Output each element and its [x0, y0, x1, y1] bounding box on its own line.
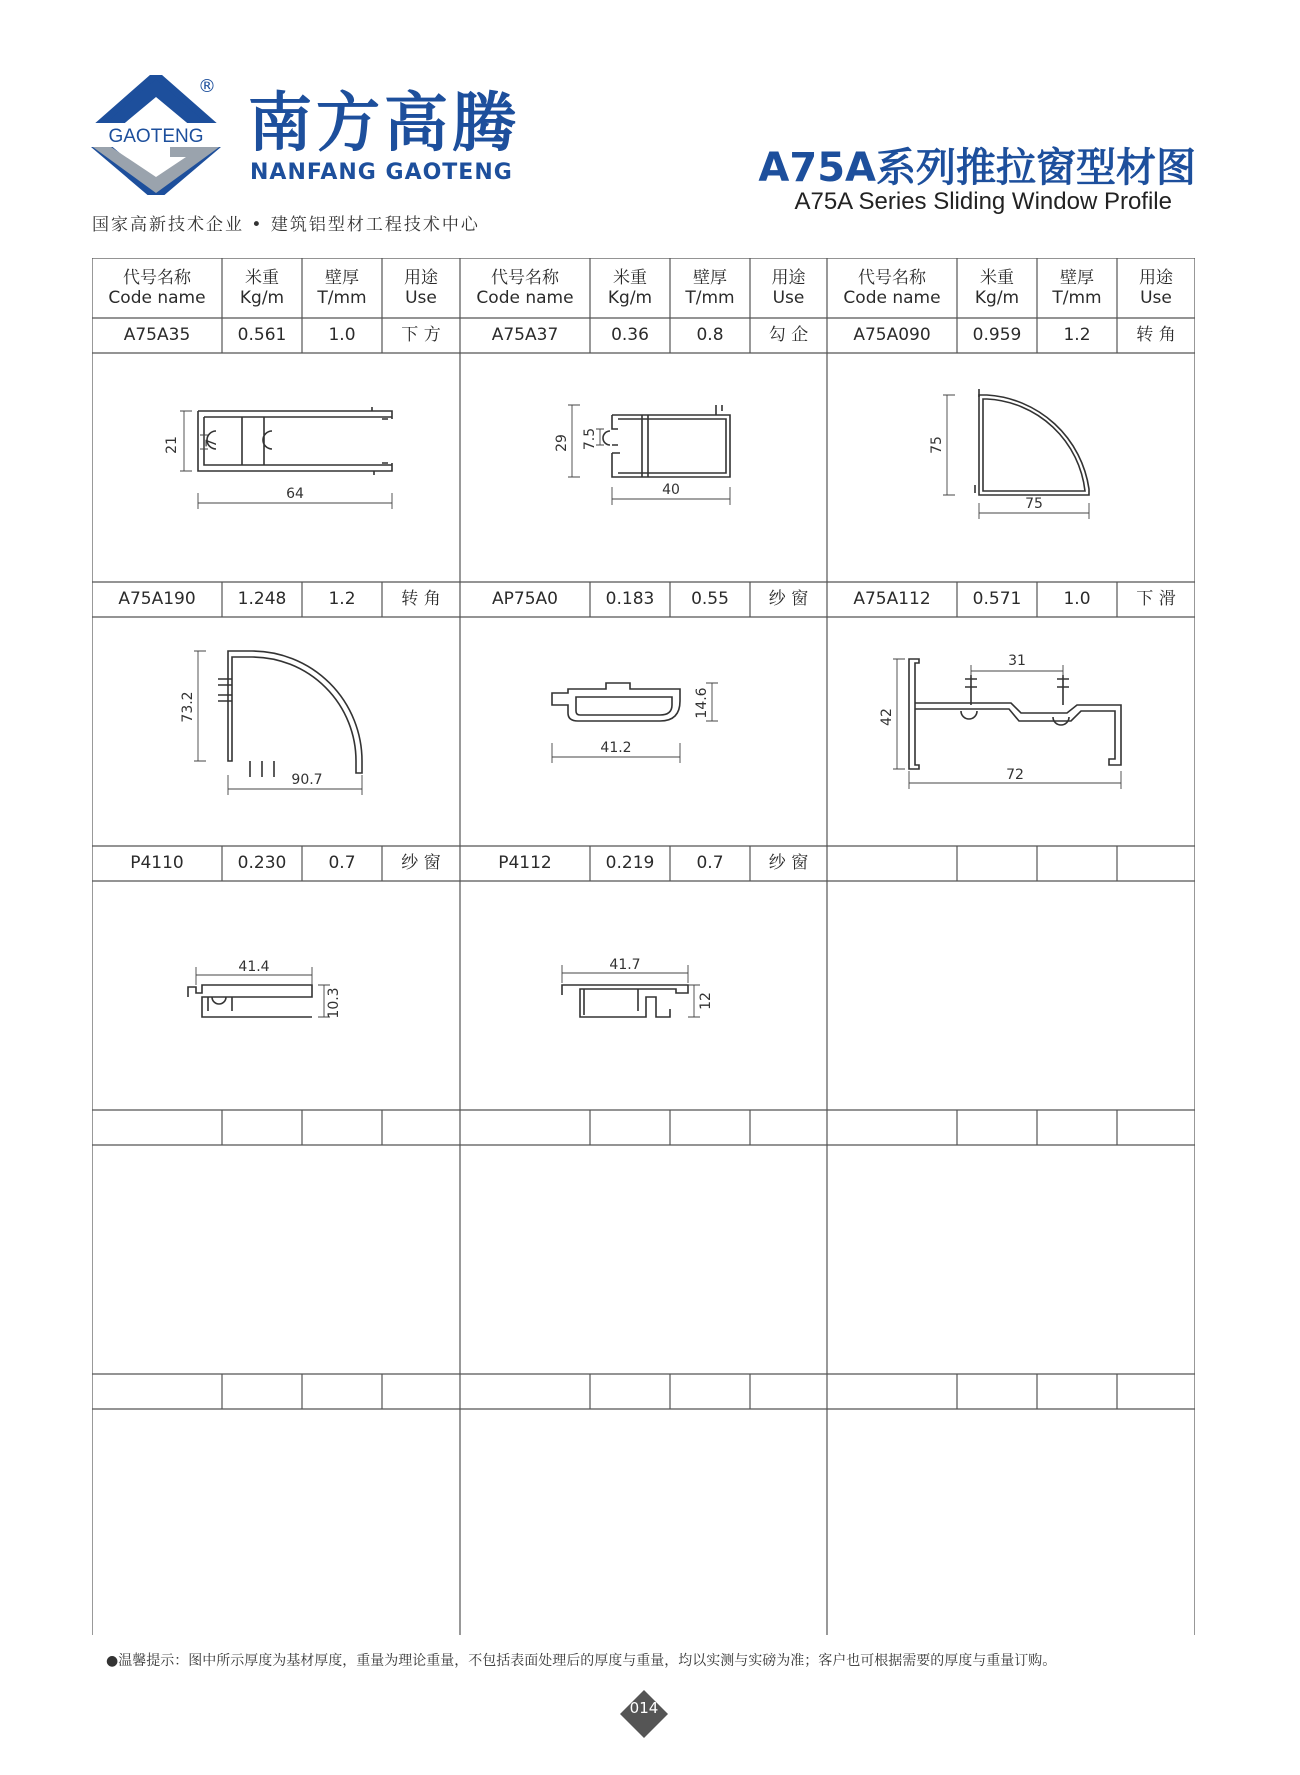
profile-code [827, 1110, 957, 1145]
dimension-label: 64 [286, 486, 304, 502]
profile-thickness: 1.0 [328, 325, 356, 346]
profile-use: 转 角 [401, 589, 441, 610]
profile-thickness [1037, 846, 1117, 881]
profile-use: 纱 窗 [768, 589, 809, 610]
profile-use: 下 滑 [1136, 589, 1176, 610]
profile-thickness: 0.55 [691, 589, 729, 610]
dimension-label: 21 [164, 436, 180, 454]
column-header-cn: 米重 [245, 267, 279, 288]
dimension-label: 7 [204, 438, 220, 448]
registered-mark: ® [198, 76, 216, 97]
profile-weight [590, 1110, 670, 1145]
profile-use [750, 1110, 827, 1145]
page-title-en: A75A Series Sliding Window Profile [794, 188, 1172, 215]
column-header-cn: 代号名称 [123, 267, 191, 288]
column-header [670, 258, 750, 318]
profile-code: AP75A0 [492, 589, 558, 610]
column-header-en: Kg/m [239, 288, 285, 308]
dimension-label: 41.4 [238, 959, 270, 975]
column-header [827, 258, 957, 318]
profile-thickness: 0.7 [696, 853, 724, 874]
footnote: ●温馨提示：图中所示厚度为基材厚度，重量为理论重量，不包括表面处理后的厚度与重量，均以实测与实磅为准；客户也可根据需要的厚度与重量订购。 [106, 1653, 1057, 1669]
profile-use [382, 1110, 460, 1145]
tagline: 国家高新技术企业 • 建筑铝型材工程技术中心 [92, 215, 480, 235]
profile-weight [222, 1110, 302, 1145]
profile-code [92, 1374, 222, 1409]
column-header [222, 258, 302, 318]
column-header-cn: 壁厚 [1060, 267, 1094, 288]
dimension-label: 42 [879, 708, 895, 726]
column-header-en: T/mm [317, 288, 367, 308]
brand-name-en: NANFANG GAOTENG [250, 160, 513, 185]
profile-table [92, 258, 1195, 1635]
profile-weight: 0.183 [605, 589, 655, 610]
profile-drawing-a75a190 [92, 617, 460, 846]
profile-thickness [1037, 1374, 1117, 1409]
column-header-cn: 用途 [771, 267, 806, 288]
profile-use [382, 1374, 460, 1409]
column-header [382, 258, 460, 318]
profile-thickness: 0.7 [328, 853, 356, 874]
dimension-label: 73.2 [180, 691, 196, 723]
dimension-label: 12 [698, 992, 714, 1010]
profile-code: A75A37 [491, 325, 559, 346]
dimension-label: 14.6 [694, 687, 710, 719]
column-header-en: T/mm [685, 288, 735, 308]
profile-code: A75A112 [853, 589, 931, 610]
column-header [590, 258, 670, 318]
profile-thickness: 1.0 [1063, 589, 1091, 610]
column-header-en: Kg/m [974, 288, 1020, 308]
profile-thickness [1037, 1110, 1117, 1145]
profile-weight: 0.959 [972, 325, 1022, 346]
dimension-label: 75 [929, 436, 945, 454]
column-header [957, 258, 1037, 318]
column-header-en: Code name [108, 288, 206, 308]
column-header-en: Use [405, 288, 437, 308]
profile-thickness: 1.2 [1063, 325, 1091, 346]
column-header-en: Code name [843, 288, 941, 308]
column-header-cn: 用途 [1139, 267, 1173, 288]
brand-name-cn: 南方高腾 [248, 87, 520, 161]
dimension-label: 31 [1008, 653, 1026, 669]
column-header [460, 258, 590, 318]
profile-thickness [302, 1110, 382, 1145]
profile-code [460, 1110, 590, 1145]
profile-code: P4112 [498, 853, 552, 874]
dimension-label: 7.5 [582, 427, 598, 451]
column-header [92, 258, 222, 318]
profile-drawing-a75a090 [827, 353, 1195, 582]
column-header [1117, 258, 1195, 318]
profile-code [827, 846, 957, 881]
column-header [750, 258, 827, 318]
profile-thickness: 0.8 [696, 325, 724, 346]
profile-use [1117, 846, 1195, 881]
column-header-cn: 代号名称 [858, 267, 926, 288]
column-header-en: T/mm [1052, 288, 1102, 308]
dimension-label: 41.2 [600, 740, 632, 756]
profile-use [1117, 1110, 1195, 1145]
page-number: 014 [629, 1699, 659, 1717]
profile-code [827, 1374, 957, 1409]
column-header-cn: 壁厚 [325, 267, 359, 288]
profile-code [92, 1110, 222, 1145]
profile-code [460, 1374, 590, 1409]
dimension-label: 41.7 [609, 957, 641, 973]
profile-thickness [670, 1110, 750, 1145]
dimension-label: 72 [1006, 767, 1024, 783]
profile-use: 勾 企 [768, 325, 809, 346]
profile-code: A75A190 [118, 589, 196, 610]
profile-drawing-ap75a0 [460, 617, 827, 846]
column-header-cn: 米重 [613, 267, 647, 288]
column-header [302, 258, 382, 318]
page-title-cn: A75A系列推拉窗型材图 [758, 145, 1196, 191]
column-header-en: Kg/m [607, 288, 653, 308]
profile-weight [222, 1374, 302, 1409]
profile-drawing-a75a37 [460, 353, 827, 582]
column-header-en: Code name [476, 288, 574, 308]
profile-weight [957, 846, 1037, 881]
profile-drawing-p4112 [460, 881, 827, 1110]
profile-code: P4110 [130, 853, 184, 874]
profile-thickness [670, 1374, 750, 1409]
profile-weight: 0.219 [605, 853, 655, 874]
dimension-label: 40 [662, 482, 680, 498]
profile-weight: 0.230 [237, 853, 287, 874]
column-header-en: Use [1140, 288, 1172, 308]
profile-thickness [302, 1374, 382, 1409]
dimension-label: 10.3 [326, 987, 342, 1019]
profile-use: 纱 窗 [401, 853, 441, 874]
profile-use: 下 方 [401, 325, 441, 346]
profile-drawing-a75a112 [827, 617, 1195, 846]
profile-drawing-p4110 [92, 881, 460, 1110]
profile-use: 转 角 [1136, 325, 1176, 346]
column-header-en: Use [772, 288, 805, 308]
profile-code: A75A090 [853, 325, 931, 346]
profile-drawing-a75a35 [92, 353, 460, 582]
profile-weight: 0.561 [237, 325, 287, 346]
column-header-cn: 米重 [980, 267, 1014, 288]
profile-weight: 1.248 [237, 589, 287, 610]
profile-code: A75A35 [123, 325, 191, 346]
profile-weight [590, 1374, 670, 1409]
column-header-cn: 代号名称 [491, 267, 559, 288]
profile-use [1117, 1374, 1195, 1409]
column-header-cn: 壁厚 [693, 267, 727, 288]
dimension-label: 29 [554, 434, 570, 452]
profile-weight [957, 1374, 1037, 1409]
profile-thickness: 1.2 [328, 589, 356, 610]
profile-weight: 0.571 [972, 589, 1022, 610]
profile-use [750, 1374, 827, 1409]
column-header [1037, 258, 1117, 318]
logo-text: GAOTENG [108, 126, 204, 147]
dimension-label: 90.7 [291, 772, 323, 788]
profile-weight: 0.36 [611, 325, 649, 346]
profile-weight [957, 1110, 1037, 1145]
profile-use: 纱 窗 [768, 853, 809, 874]
dimension-label: 75 [1025, 496, 1043, 512]
column-header-cn: 用途 [404, 267, 438, 288]
